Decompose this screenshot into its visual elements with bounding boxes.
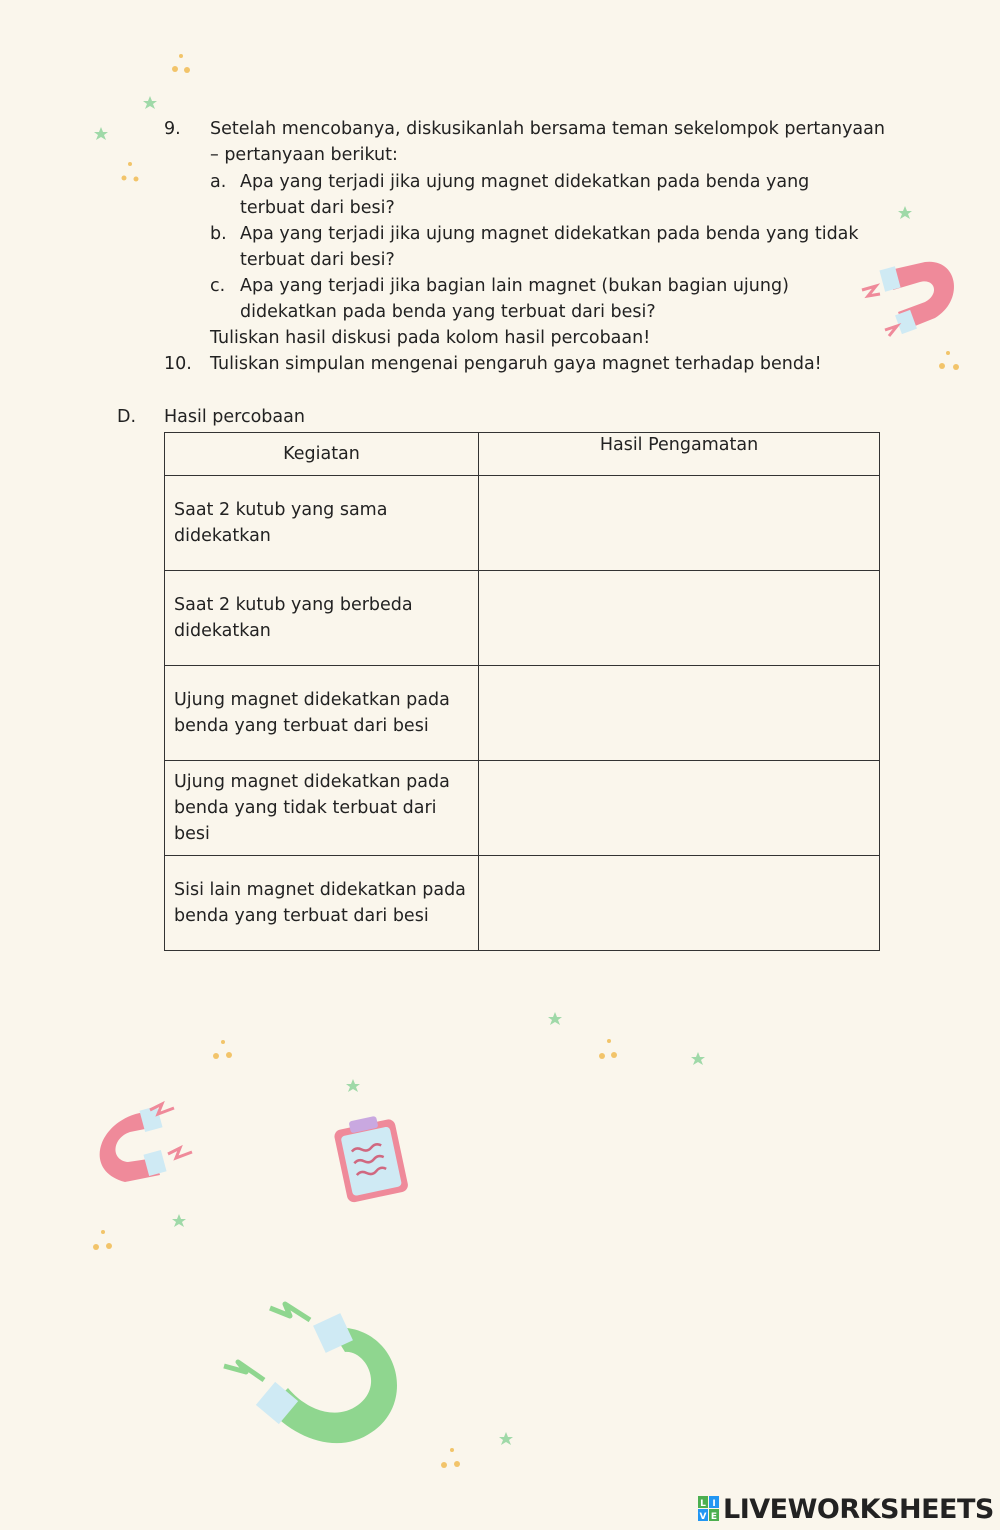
table-row xyxy=(165,761,880,856)
activity-cell xyxy=(165,856,479,951)
item-10-number: 10. xyxy=(164,354,192,374)
activity-line: Saat 2 kutub yang berbeda xyxy=(174,595,413,615)
item-10-text: Tuliskan simpulan mengenai pengaruh gaya magnet terhadap benda! xyxy=(210,354,822,374)
item-9c-line-2: didekatkan pada benda yang terbuat dari besi? xyxy=(240,302,656,322)
logo-letter: E xyxy=(710,1512,718,1522)
section-letter: D. xyxy=(117,407,137,427)
activity-cell xyxy=(165,476,479,571)
item-9b-line-2: terbuat dari besi? xyxy=(240,250,395,270)
header-hasil-pengamatan: Hasil Pengamatan xyxy=(479,433,880,476)
item-9c-line-1: Apa yang terjadi jika bagian lain magnet (bukan bagian ujung) xyxy=(240,276,789,296)
activity-line: benda yang terbuat dari besi xyxy=(174,716,429,736)
activity-cell xyxy=(165,761,479,856)
observation-answer-field[interactable] xyxy=(479,856,880,951)
item-9a-line-2: terbuat dari besi? xyxy=(240,198,395,218)
item-9c-label: c. xyxy=(210,276,226,296)
table-row xyxy=(165,856,880,951)
magnet-icon xyxy=(862,262,954,336)
item-9-number: 9. xyxy=(164,119,181,139)
logo-letter: V xyxy=(699,1512,707,1522)
item-9a-line-1: Apa yang terjadi jika ujung magnet didekatkan pada benda yang xyxy=(240,172,810,192)
activity-cell xyxy=(165,666,479,761)
clipboard-icon xyxy=(332,1112,409,1203)
activity-line: besi xyxy=(174,824,210,844)
liveworksheets-logo-icon xyxy=(698,1496,720,1522)
item-9b-label: b. xyxy=(210,224,227,244)
magnet-icon xyxy=(224,1304,397,1443)
observation-answer-field[interactable] xyxy=(479,666,880,761)
activity-cell xyxy=(165,571,479,666)
table-row xyxy=(165,666,880,761)
section-title: Hasil percobaan xyxy=(164,407,305,427)
activity-line: Ujung magnet didekatkan pada xyxy=(174,690,450,710)
observation-answer-field[interactable] xyxy=(479,761,880,856)
activity-line: Sisi lain magnet didekatkan pada xyxy=(174,880,466,900)
logo-letter: L xyxy=(700,1499,706,1509)
logo-letter: I xyxy=(712,1499,716,1509)
activity-line: Saat 2 kutub yang sama xyxy=(174,500,388,520)
magnet-icon xyxy=(100,1104,192,1182)
item-9-text-line-2: – pertanyaan berikut: xyxy=(210,145,398,165)
table-header-row xyxy=(165,433,880,476)
item-9b-line-1: Apa yang terjadi jika ujung magnet didekatkan pada benda yang tidak xyxy=(240,224,859,244)
item-9-text-line-1: Setelah mencobanya, diskusikanlah bersama teman sekelompok pertanyaan xyxy=(210,119,885,139)
activity-line: benda yang terbuat dari besi xyxy=(174,906,429,926)
item-9a-label: a. xyxy=(210,172,227,192)
item-9-closing: Tuliskan hasil diskusi pada kolom hasil percobaan! xyxy=(210,328,651,348)
liveworksheets-logo xyxy=(698,1492,994,1526)
liveworksheets-logo-text: LIVEWORKSHEETS xyxy=(723,1493,994,1525)
activity-line: Ujung magnet didekatkan pada xyxy=(174,772,450,792)
activity-line: didekatkan xyxy=(174,621,271,641)
observation-answer-field[interactable] xyxy=(479,571,880,666)
table-row xyxy=(165,476,880,571)
activity-line: benda yang tidak terbuat dari xyxy=(174,798,437,818)
results-table xyxy=(164,432,880,951)
header-kegiatan: Kegiatan xyxy=(165,433,479,476)
table-row xyxy=(165,571,880,666)
activity-line: didekatkan xyxy=(174,526,271,546)
observation-answer-field[interactable] xyxy=(479,476,880,571)
